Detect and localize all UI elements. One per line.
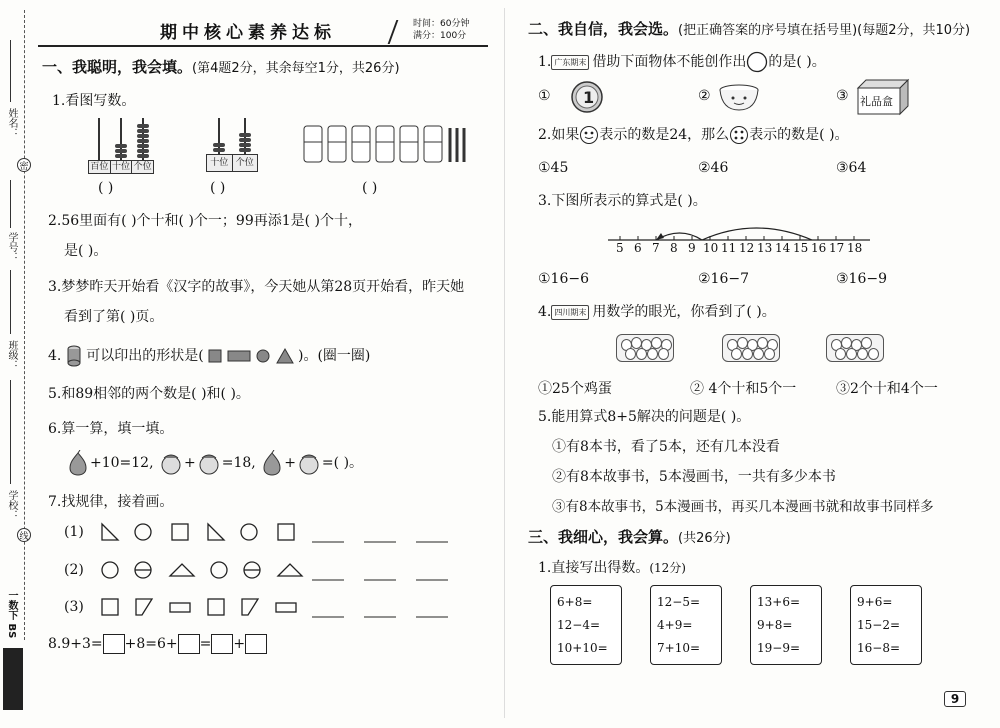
circle-icon [255,348,271,364]
s2-q1-opt3: ③ [836,88,849,104]
score-info [413,18,469,42]
section1-heading: 一、我聪明，我会填。(第4题2分，其余每空1分，共26分) [42,58,400,76]
s2-q2-opt1: ①45 [538,160,569,176]
s1-q1-answer1: ( ) [98,180,114,196]
line-mark: 线 [17,528,31,542]
pear-icon [260,450,284,476]
s2-q3: 3.下图所表示的算式是( )。 [538,193,707,209]
s2-q3-opt3: ③16−9 [836,271,888,287]
calc-card-1: 6+8= 12−4= 10+10= [550,585,622,665]
s2-q1-opt2: ② [698,88,711,104]
s2-q1: 1. 广东期末 借助下面物体不能创作出 的是( )。 [538,51,826,73]
seat-label: 学号： [6,232,17,262]
calc-card-4: 9+6= 15−2= 16−8= [850,585,922,665]
s1-q4: 4. 可以印出的形状是( )。(圈一圈) [48,345,370,367]
s2-q2: 2.如果 表示的数是24，那么 表示的数是( )。 [538,127,849,143]
s2-q4: 4. 四川期末 用数学的眼光，你看到了( )。 [538,304,776,320]
s1-q6: 6.算一算，填一填。 [48,421,174,437]
s2-q3-opt2: ②16−7 [698,271,750,287]
name-fill-line [10,40,11,102]
abacus1-base: 百位 十位 个位 [88,160,154,174]
s2-q5-opt2: ②有8本故事书，5本漫画书，一共有多少本书 [552,469,836,485]
s1-q5: 5.和89相邻的两个数是( )和( )。 [48,386,250,402]
s1-q7: 7.找规律，接着画。 [48,494,174,510]
s2-q5-opt1: ①有8本书，看了5本，还有几本没看 [552,439,780,455]
egg-carton-2 [722,334,780,362]
page-divider [504,8,505,718]
pattern-row-3 [98,595,498,621]
svg-text:1: 1 [583,88,595,107]
s2-q2-opt3: ③64 [836,160,867,176]
section2-heading: 二、我自信，我会选。(把正确答案的序号填在括号里)(每题2分，共10分) [528,20,971,38]
s1-q2-line1: 2.56里面有( )个十和( )个一；99再添1是( )个十， [48,213,363,229]
s1-q1-text: 1.看图写数。 [52,93,136,109]
seat-fill-line [10,180,11,228]
abacus-two-digit [206,118,258,176]
s1-q3-line1: 3.梦梦昨天开始看《汉字的故事》，今天她从第28页开始看，昨天她 [48,279,465,295]
egg-carton-1 [616,334,674,362]
abacus-three-digit [88,118,154,176]
abacus2-base: 十位 个位 [206,154,258,172]
pear-icon [66,450,90,476]
brand-logo [3,648,23,710]
square-icon [208,349,222,363]
number-line [604,214,874,260]
bowl-icon [718,82,760,114]
bead-face-icon [579,125,599,145]
s2-q5-opt3: ③有8本故事书，5本漫画书，再买几本漫画书就和故事书同样多 [552,499,934,515]
source-tag: 广东期末 [551,55,589,70]
time-limit: 时间：60分钟 [413,19,470,29]
seal-mark: 密 [17,158,31,172]
circle-outline-icon [746,51,768,73]
answer-box[interactable] [103,634,125,654]
full-score: 满分：100分 [413,31,467,41]
pattern-row-label-1: (1) [64,524,84,540]
cylinder-icon [66,345,82,367]
answer-box[interactable] [178,634,200,654]
s2-q1-opt1: ① [538,88,551,104]
pattern-row-1 [98,520,498,546]
s1-q6-equations: +10=12, + =18, + =( )。 [66,450,363,476]
s2-q4-opt3: ③2个十和4个一 [836,381,938,397]
s2-q4-opt2: ② 4个十和5个一 [690,381,797,397]
s1-q1-answer3: ( ) [362,180,378,196]
stick-bundles [302,122,472,166]
answer-box[interactable] [245,634,267,654]
rectangle-icon [227,349,251,363]
peach-icon [196,450,222,476]
bead-dots-icon [729,125,749,145]
peach-icon [296,450,322,476]
triangle-icon [276,348,294,364]
calc-card-2: 12−5= 4+9= 7+10= [650,585,722,665]
binding-margin [0,0,36,728]
s1-q3-line2: 看到了第( )页。 [64,309,164,325]
pattern-row-label-2: (2) [64,562,84,578]
s3-q1: 1.直接写出得数。(12分) [538,560,686,576]
egg-carton-3 [826,334,884,362]
pattern-row-label-3: (3) [64,599,84,615]
pattern-row-2 [98,558,498,584]
page-title: 期中核心素养达标 [160,23,336,43]
school-label: 学校： [6,490,17,520]
name-label: 姓名： [6,108,17,138]
source-tag: 四川期末 [551,305,589,320]
calc-card-3: 13+6= 9+8= 19−9= [750,585,822,665]
s2-q3-opt1: ①16−6 [538,271,590,287]
cut-line [24,10,25,640]
peach-icon [158,450,184,476]
coin-icon [570,80,604,114]
grade-label: 一数下 BS [6,590,17,639]
school-fill-line [10,380,11,484]
class-label: 班级： [6,340,17,370]
gift-box-icon: 礼品盒 [856,78,908,116]
number-line-labels: 5 6 7 8 9 10 11 12 13 14 15 16 17 18 [616,241,863,255]
s2-q5: 5.能用算式8+5解决的问题是( )。 [538,409,751,425]
section3-heading: 三、我细心，我会算。(共26分) [528,528,731,546]
class-fill-line [10,270,11,334]
s1-q2-line2: 是( )。 [64,243,108,259]
s1-q1-answer2: ( ) [210,180,226,196]
s2-q4-opt1: ①25个鸡蛋 [538,381,612,397]
answer-box[interactable] [211,634,233,654]
s2-q2-opt2: ②46 [698,160,729,176]
page-number: 9 [944,691,966,707]
s1-q8: 8.9+3= +8=6+ = + [48,634,267,654]
